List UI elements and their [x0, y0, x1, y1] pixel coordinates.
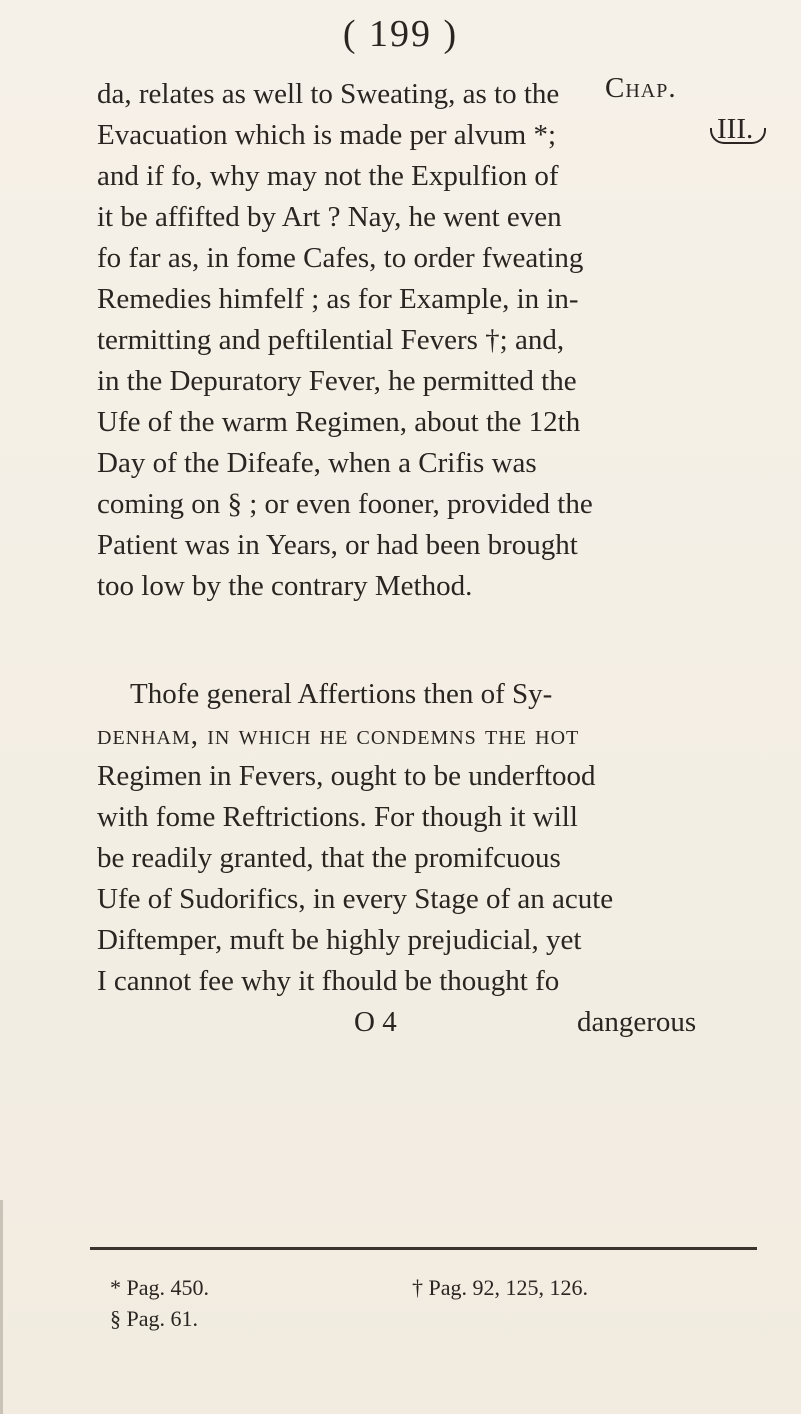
text-line: coming on § ; or even fooner, provided the [97, 488, 593, 520]
binding-edge [0, 1200, 3, 1414]
catchword: dangerous [577, 1006, 697, 1038]
margin-brace [710, 128, 766, 144]
text-line: Day of the Difeafe, when a Crifis was [97, 447, 537, 479]
text-line: in the Depuratory Fever, he permitted the [97, 365, 577, 397]
text-line: da, relates as well to Sweating, as to the [97, 78, 560, 110]
text-line: termitting and peftilential Fevers †; and, [97, 324, 565, 356]
page-number: ( 199 ) [342, 13, 459, 55]
text-line: denham, in which he condemns the hot [97, 719, 580, 751]
text-line: Ufe of the warm Regimen, about the 12th [97, 406, 581, 438]
chapter-label: Chap. [605, 72, 677, 104]
text-line: too low by the contrary Method. [97, 570, 473, 602]
text-line: Thofe general Affertions then of Sy- [130, 678, 553, 710]
footnote-rule [90, 1247, 757, 1250]
footnote-dagger: † Pag. 92, 125, 126. [412, 1275, 588, 1300]
margin-chapter-number: III. [717, 113, 754, 145]
text-line: Regimen in Fevers, ought to be underftood [97, 760, 596, 792]
text-line: with fome Reftrictions. For though it will [97, 801, 578, 833]
text-line: fo far as, in fome Cafes, to order fweating [97, 242, 584, 274]
text-line: Ufe of Sudorifics, in every Stage of an acute [97, 883, 614, 915]
text-line: Patient was in Years, or had been brought [97, 529, 578, 561]
text-line: I cannot fee why it fhould be thought fo [97, 965, 560, 997]
signature-mark: O 4 [354, 1006, 397, 1038]
footnote-star: * Pag. 450. [110, 1275, 209, 1300]
text-line: Diftemper, muft be highly prejudicial, yet [97, 924, 582, 956]
text-line: and if fo, why may not the Expulfion of [97, 160, 559, 192]
text-line: Remedies himfelf ; as for Example, in in- [97, 283, 579, 315]
margin-chapter-label [605, 72, 677, 105]
text-line: Evacuation which is made per alvum *; [97, 119, 557, 151]
text-line: it be affifted by Art ? Nay, he went even [97, 201, 562, 233]
text-line: be readily granted, that the promifcuous [97, 842, 561, 874]
footnote-section: § Pag. 61. [110, 1306, 198, 1331]
